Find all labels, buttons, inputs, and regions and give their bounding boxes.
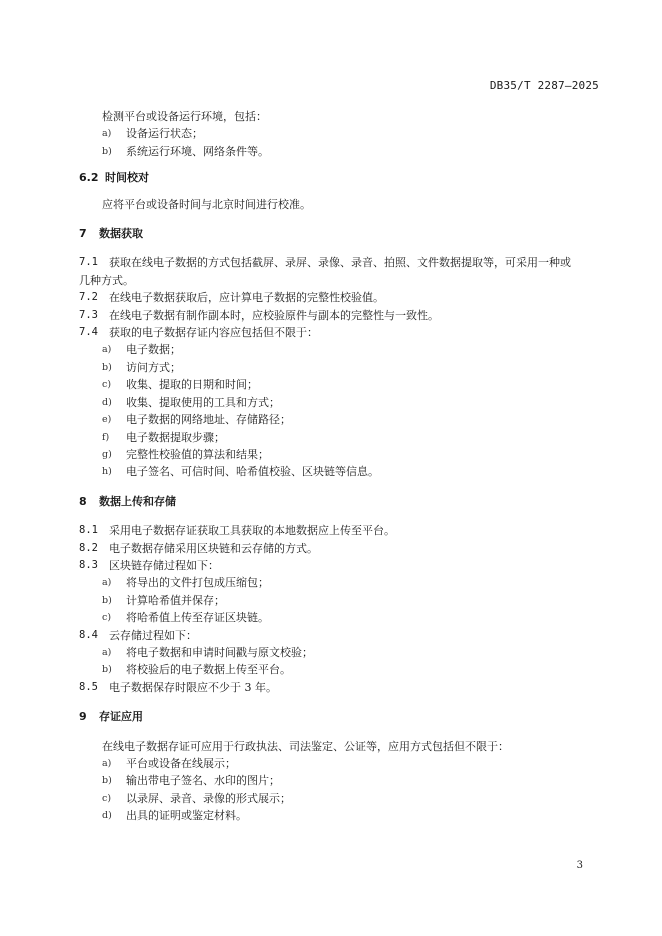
list-item: a) 将电子数据和申请时间戳与原文校验； [102, 645, 313, 659]
list-item: a) 设备运行状态； [102, 127, 203, 141]
list-item: g) 完整性校验值的算法和结果； [102, 447, 269, 461]
section-heading-8: 8 数据上传和存储 [79, 494, 176, 508]
list-item: c) 收集、提取的日期和时间； [102, 378, 258, 392]
paragraph: 检测平台或设备运行环境，包括： [102, 110, 267, 123]
list-item: a) 将导出的文件打包成压缩包； [102, 576, 269, 590]
list-item: a) 电子数据； [102, 343, 181, 357]
list-item: b) 访问方式； [102, 360, 181, 374]
list-item: f) 电子数据提取步骤； [102, 430, 225, 444]
clause-8-1: 8.1 采用电子数据存证获取工具获取的本地数据应上传至平台。 [79, 524, 395, 538]
list-item: c) 将哈希值上传至存证区块链。 [102, 611, 269, 625]
list-item: e) 电子数据的网络地址、存储路径； [102, 413, 291, 427]
list-item: h) 电子签名、可信时间、哈希值校验、区块链等信息。 [102, 465, 379, 479]
list-item: c) 以录屏、录音、录像的形式展示； [102, 791, 291, 805]
page-number: 3 [576, 860, 583, 871]
standard-code: DB35/T 2287—2025 [489, 79, 599, 92]
list-item: d) 出具的证明或鉴定材料。 [102, 809, 247, 823]
section-heading-6-2: 6.2 时间校对 [79, 171, 149, 185]
clause-7-3: 7.3 在线电子数据有制作副本时，应校验原件与副本的完整性与一致性。 [79, 308, 439, 322]
paragraph: 在线电子数据存证可应用于行政执法、司法鉴定、公证等，应用方式包括但不限于： [102, 739, 509, 753]
section-heading-7: 7 数据获取 [79, 227, 143, 241]
list-item: b) 输出带电子签名、水印的图片； [102, 774, 280, 788]
document-body [79, 108, 604, 825]
clause-8-5: 8.5 电子数据保存时限应不少于 3 年。 [79, 680, 277, 694]
clause-8-2: 8.2 电子数据存储采用区块链和云存储的方式。 [79, 541, 318, 555]
clause-7-4: 7.4 获取的电子数据存证内容应包括但不限于： [79, 326, 318, 340]
list-item: a) 平台或设备在线展示； [102, 757, 236, 770]
list-item: b) 将校验后的电子数据上传至平台。 [102, 663, 291, 677]
clause-7-1: 7.1 获取在线电子数据的方式包括截屏、录屏、录像、录音、拍照、文件数据提取等，可采用一种或 [79, 256, 571, 270]
section-heading-9: 9 存证应用 [79, 710, 143, 724]
clause-7-2: 7.2 在线电子数据获取后，应计算电子数据的完整性校验值。 [79, 291, 384, 305]
list-item: b) 系统运行环境、网络条件等。 [102, 144, 269, 158]
clause-8-3: 8.3 区块链存储过程如下： [79, 558, 219, 572]
list-item: d) 收集、提取使用的工具和方式； [102, 395, 280, 409]
clause-8-4: 8.4 云存储过程如下： [79, 628, 197, 642]
clause-7-1-continuation: 几种方式。 [79, 273, 134, 287]
list-item: b) 计算哈希值并保存； [102, 593, 225, 607]
paragraph: 应将平台或设备时间与北京时间进行校准。 [102, 197, 311, 211]
